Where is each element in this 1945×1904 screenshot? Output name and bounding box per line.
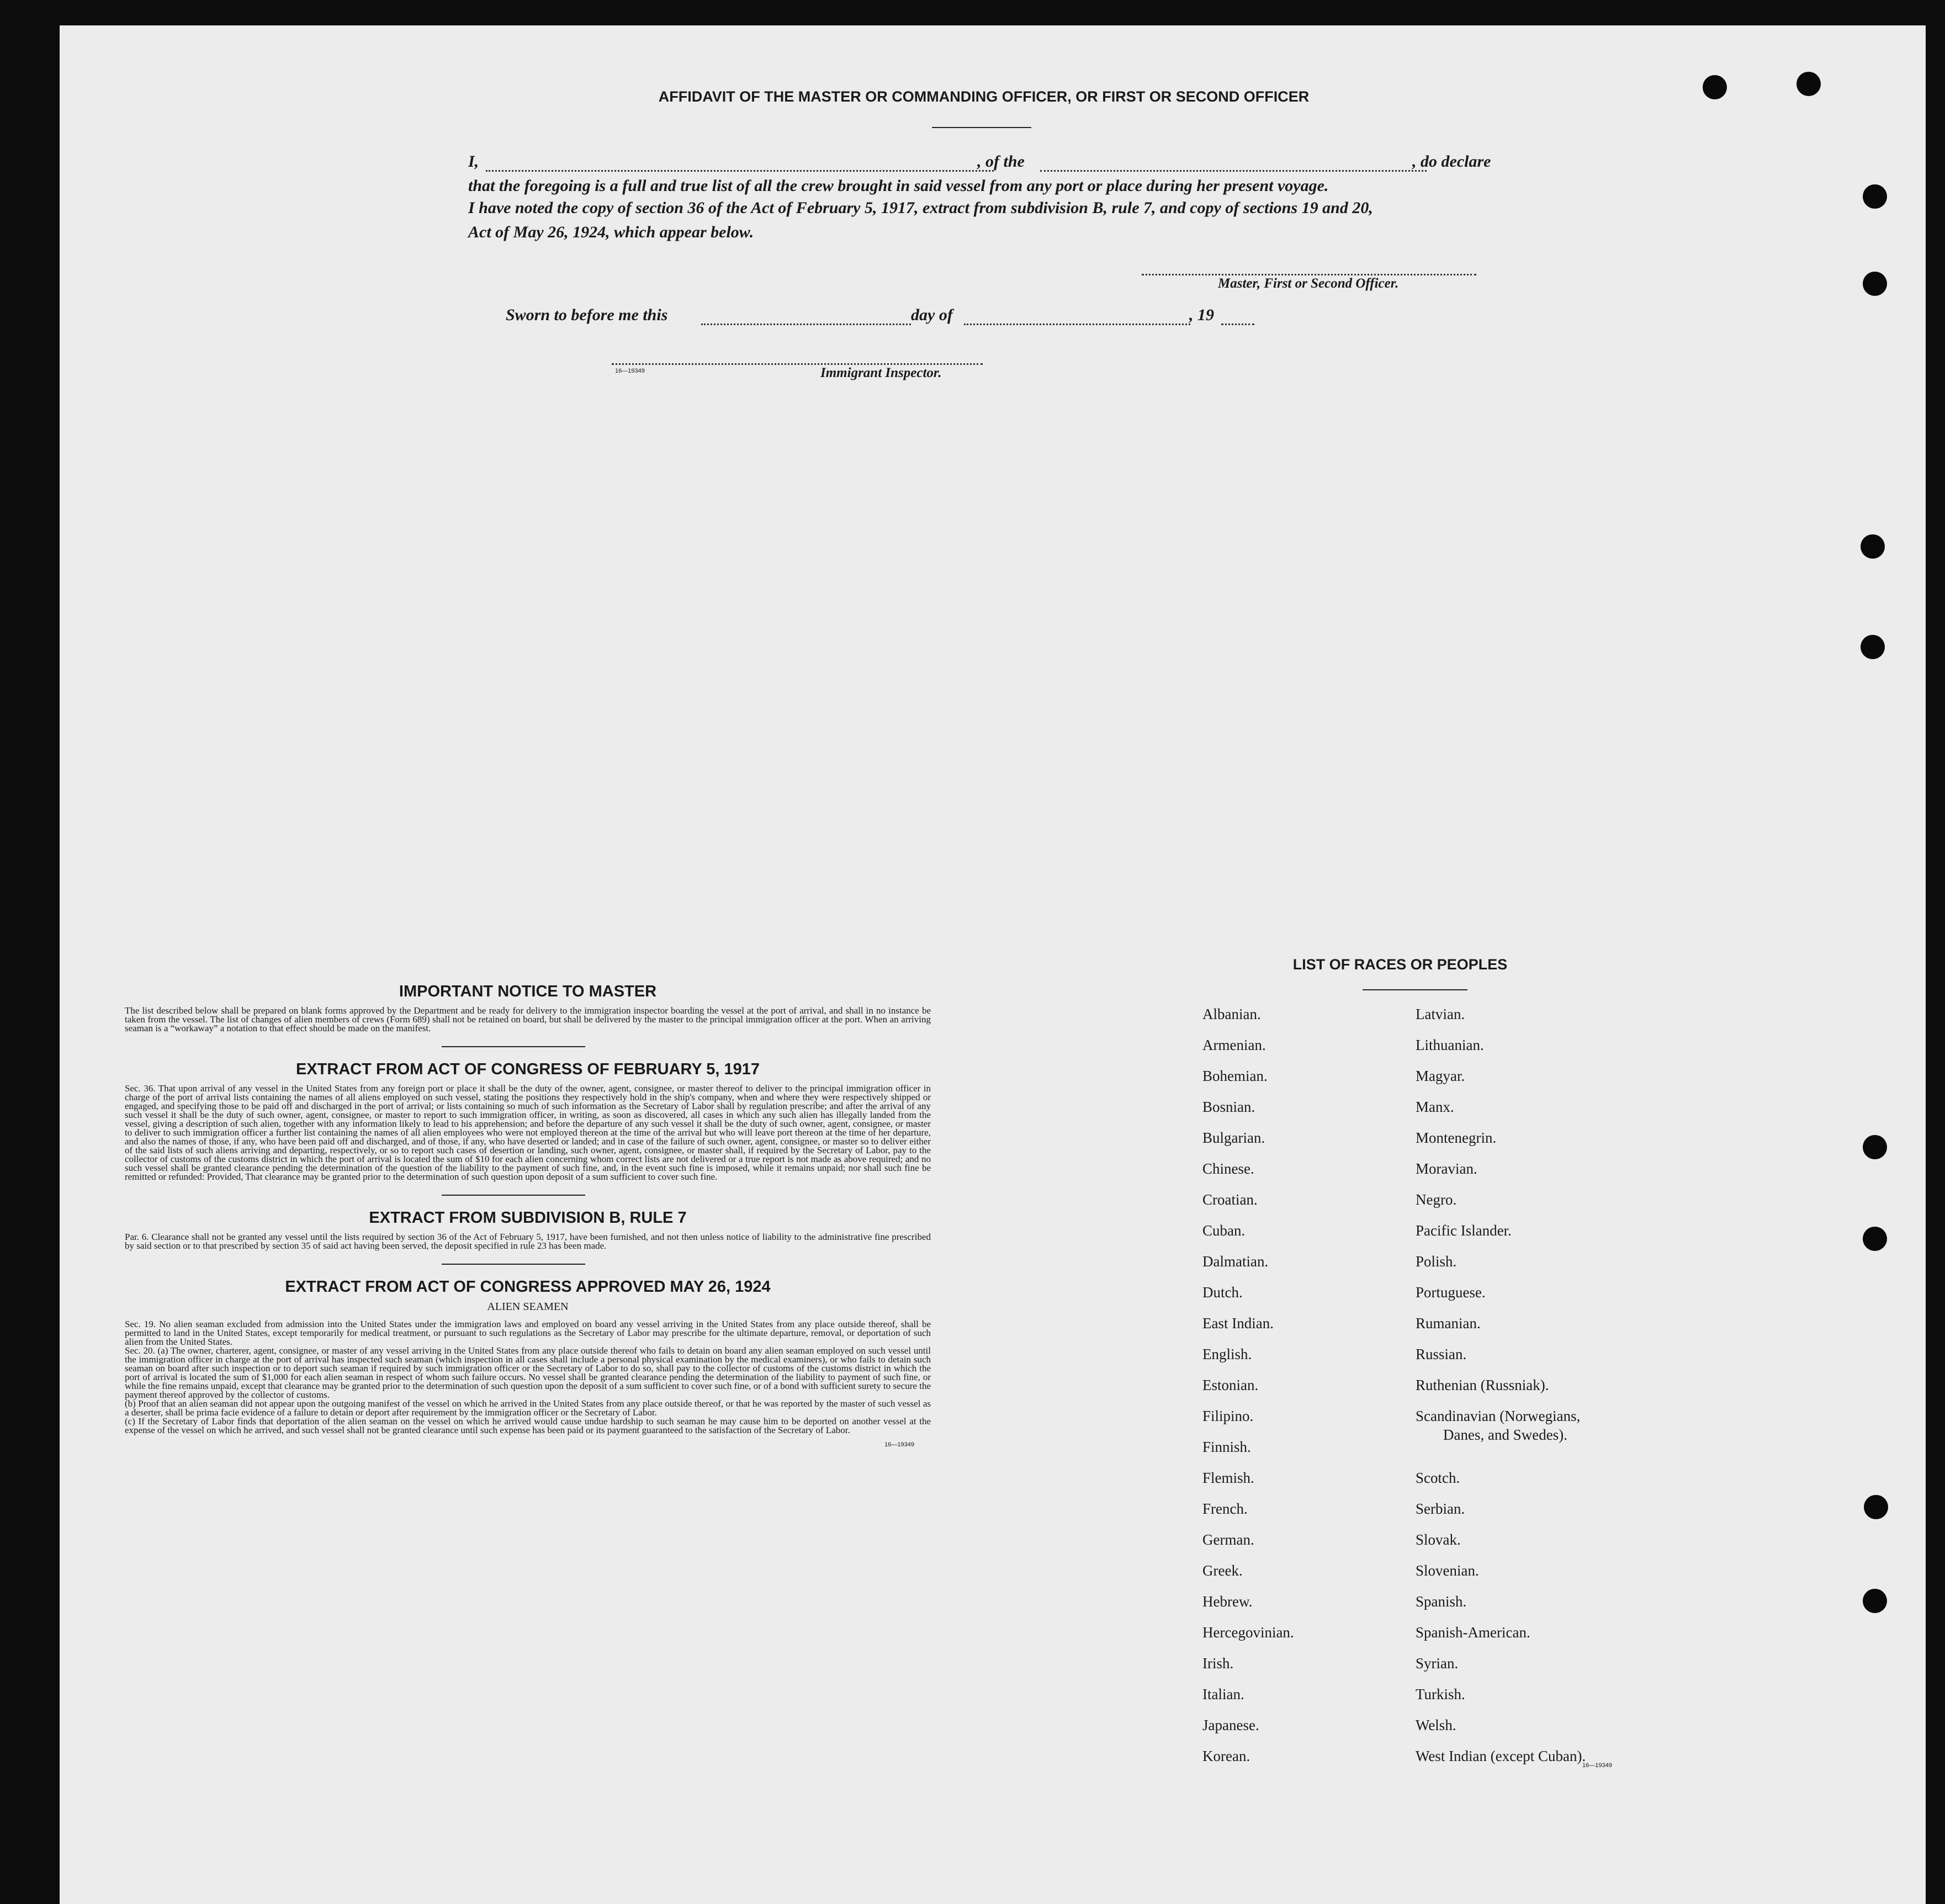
race-item: Irish. (1202, 1655, 1234, 1672)
race-item: Bulgarian. (1202, 1129, 1265, 1146)
race-item: Dalmatian. (1202, 1253, 1269, 1270)
sec-20b-text: (b) Proof that an alien seaman did not appear upon the outgoing manifest of the vessel on which he arrived in the United States from any place outside thereof, or that he was reported by the master of such vessel as a deserter, shall be prima facie evidence of a failure to detain or deport after requirement by the immigration officer or the Secretary of Labor. (125, 1398, 931, 1418)
form-number: 16—19349 (1582, 1762, 1612, 1769)
races-divider (1363, 989, 1467, 990)
race-item: English. (1202, 1346, 1252, 1362)
race-item: Portuguese. (1416, 1284, 1486, 1301)
race-item: Polish. (1416, 1253, 1457, 1270)
race-item: Syrian. (1416, 1655, 1459, 1672)
race-item: Hebrew. (1202, 1593, 1253, 1610)
race-item: Danes, and Swedes). (1443, 1426, 1567, 1443)
form-number: 16—19349 (615, 368, 645, 374)
race-item: Estonian. (1202, 1377, 1259, 1393)
extract-1924-subtitle: ALIEN SEAMEN (487, 1301, 569, 1313)
punch-hole (1863, 272, 1887, 296)
race-item: Magyar. (1416, 1068, 1465, 1084)
form-number: 16—19349 (884, 1441, 914, 1448)
race-item: Montenegrin. (1416, 1129, 1497, 1146)
punch-hole (1864, 1495, 1888, 1519)
race-item: Armenian. (1202, 1037, 1266, 1053)
punch-hole (1861, 635, 1885, 659)
race-item: Croatian. (1202, 1191, 1258, 1208)
declarant-name-field[interactable] (486, 170, 994, 172)
race-item: Bosnian. (1202, 1099, 1255, 1115)
punch-hole (1863, 1135, 1887, 1159)
races-column-2 (1416, 1006, 1586, 1779)
race-item: Albanian. (1202, 1006, 1261, 1022)
extract-rule7-body: Par. 6. Clearance shall not be granted any vessel until the lists required by section 36 of the Act of February 5, 1917, have been furnished, and not then unless notice of liability to the administrative fine prescribed by said section or to that prescribed by section 35 of said act having been served, the deposit specified in rule 23 has been made. (125, 1232, 931, 1251)
inspector-caption: Immigrant Inspector. (820, 365, 942, 380)
race-item: Flemish. (1202, 1470, 1254, 1486)
races-column-1 (1202, 1006, 1294, 1779)
race-item: Turkish. (1416, 1686, 1465, 1703)
affidavit-line-2: that the foregoing is a full and true list of all the crew brought in said vessel from any port or place during her present voyage. (468, 177, 1329, 195)
sec-19-text: Sec. 19. No alien seaman excluded from admission into the United States under the immigration laws and employed on board any vessel arriving in the United States from any place outside thereof, shall be permitted to land in the United States, except temporarily for medical treatment, or pursuant to such regulations as the Secretary of Labor may prescribe for the ultimate departure, removal, or deportation of such alien from the United States. (125, 1319, 931, 1347)
race-item: West Indian (except Cuban). (1416, 1748, 1586, 1764)
race-item: Hercegovinian. (1202, 1624, 1294, 1641)
signature-caption: Master, First or Second Officer. (1218, 276, 1399, 291)
affidavit-line-1 (468, 152, 1498, 174)
race-item: Filipino. (1202, 1408, 1254, 1424)
race-item: Finnish. (1202, 1439, 1251, 1455)
extract-1924-body (125, 1320, 931, 1435)
race-item: Bohemian. (1202, 1068, 1268, 1084)
vessel-name-field[interactable] (1040, 170, 1427, 172)
affidavit-line-4: Act of May 26, 1924, which appear below. (468, 223, 754, 241)
section-divider (442, 1195, 585, 1196)
race-item: Lithuanian. (1416, 1037, 1484, 1053)
extract-rule7-title: EXTRACT FROM SUBDIVISION B, RULE 7 (369, 1209, 687, 1227)
signature-line[interactable] (1142, 274, 1476, 275)
punch-hole (1863, 184, 1887, 209)
race-item: Russian. (1416, 1346, 1467, 1362)
section-divider (442, 1264, 585, 1265)
race-item: Dutch. (1202, 1284, 1243, 1301)
race-item: Manx. (1416, 1099, 1454, 1115)
extract-1917-body: Sec. 36. That upon arrival of any vessel in the United States from any foreign port or place it shall be the duty of the owner, agent, consignee, or master thereof to deliver to the principal immigration officer in charge of the port of arrival lists containing the names of all aliens employed on such vessel, stating the positions they respectively hold in the ship's company, when and where they were respectively shipped or engaged, and specifying those to be paid off and discharged in the port of arrival; or lists containing so much of such information as the Secretary of Labor shall by regulation prescribe; and after the arrival of any such vessel it shall be the duty of such owner, agent, consignee, or master to report to such immigration officer, in writing, as soon as discovered, all cases in which any such alien has illegally landed from the vessel, giving a description of such alien, together with any information likely to lead to his apprehension; and before the departure of any such vessel it shall be the duty of such owner, agent, consignee, or master to deliver to such immigration officer a further list containing the names of all alien employees who were not employed thereon at the time of the arrival but who will leave port thereon at the time of her departure, and also the names of those, if any, who have been paid off and discharged, and of those, if any, who have deserted or landed; and in case of the failure of such owner, agent, consignee, or master so to deliver either of the said lists of such aliens arriving and departing, respectively, or so to report such cases of desertion or landing, such owner, agent, consignee, or master shall, if required by the Secretary of Labor, pay to the collector of customs of the customs district in which the port of arrival is located the sum of $10 for each alien concerning whom correct lists are not delivered or a true report is not made as above required; and no such vessel shall be granted clearance pending the determination of the question of the liability to the payment of such fine, and, in the event such fine is imposed, while it remains unpaid; nor shall such fine be remitted or refunded: Provided, That clearance may be granted prior to the determination of such question upon deposit of a sum sufficient to cover such fine. (125, 1083, 931, 1182)
of-the-label: , of the (977, 152, 1025, 171)
day-of-label: day of (911, 306, 953, 324)
race-item: Slovak. (1416, 1531, 1461, 1548)
extract-1924-title: EXTRACT FROM ACT OF CONGRESS APPROVED MAY 26, 1924 (285, 1278, 771, 1296)
inspector-signature-line[interactable] (612, 363, 983, 365)
affidavit-title: AFFIDAVIT OF THE MASTER OR COMMANDING OFFICER, OR FIRST OR SECOND OFFICER (658, 88, 1310, 105)
punch-hole (1861, 534, 1885, 559)
race-item: Scandinavian (Norwegians, (1416, 1408, 1581, 1424)
race-item: Ruthenian (Russniak). (1416, 1377, 1549, 1393)
extract-1917-title: EXTRACT FROM ACT OF CONGRESS OF FEBRUARY 5, 1917 (295, 1060, 760, 1078)
race-item: German. (1202, 1531, 1254, 1548)
race-item: Spanish. (1416, 1593, 1467, 1610)
sworn-month-field[interactable] (964, 323, 1190, 325)
race-item: Chinese. (1202, 1160, 1254, 1177)
punch-hole (1796, 72, 1821, 96)
title-divider (932, 127, 1031, 128)
race-item: Latvian. (1416, 1006, 1465, 1022)
sec-20c-text: (c) If the Secretary of Labor finds that deportation of the alien seaman on the vessel on which he arrived would cause undue hardship to such seaman he may cause him to be deported on another vessel at the expense of the vessel on which he arrived, and such vessel shall not be granted clearance until such expense has been paid or its payment guaranteed to the satisfaction of the Secretary of Labor. (125, 1416, 931, 1435)
sworn-date-field[interactable] (701, 323, 911, 325)
race-item: French. (1202, 1500, 1248, 1517)
race-item: Welsh. (1416, 1717, 1456, 1733)
sworn-label: Sworn to before me this (506, 306, 668, 324)
race-item: East Indian. (1202, 1315, 1274, 1332)
race-item: Scotch. (1416, 1470, 1460, 1486)
section-divider (442, 1046, 585, 1047)
do-declare-label: , do declare (1412, 152, 1491, 171)
sworn-line (506, 306, 1257, 328)
race-item: Italian. (1202, 1686, 1244, 1703)
punch-hole (1863, 1227, 1887, 1251)
punch-hole (1863, 1589, 1887, 1613)
sec-20a-text: Sec. 20. (a) The owner, charterer, agent, consignee, or master of any vessel arriving in the United States from any place outside thereof who fails to detain on board any alien seaman employed on such vessel until the immigration officer in charge at the port of arrival has inspected such seaman (which inspection in all cases shall include a personal physical examination by the medical examiners), or who fails to detain such seaman on board after such inspection or to deport such seaman if required by such immigration officer or the Secretary of Labor to do so, shall pay to the collector of customs of the customs district in which the port of arrival is located the sum of $1,000 for each alien seaman in respect of whom such failure occurs. No vessel shall be granted clearance pending the determination of the liability to payment of such fine, or while the fine remains unpaid, except that clearance may be granted prior to the determination of such question upon the deposit of a sum sufficient to cover such fine, or of a bond with sufficient surety to secure the payment thereof approved by the collector of customs. (125, 1345, 931, 1400)
race-item: Japanese. (1202, 1717, 1259, 1733)
race-item: Spanish-American. (1416, 1624, 1530, 1641)
year-prefix-label: , 19 (1189, 306, 1214, 324)
race-item: Serbian. (1416, 1500, 1465, 1517)
declarant-prefix: I, (468, 152, 479, 171)
race-item: Slovenian. (1416, 1562, 1479, 1579)
race-item: Rumanian. (1416, 1315, 1481, 1332)
race-item: Greek. (1202, 1562, 1243, 1579)
race-item: Negro. (1416, 1191, 1457, 1208)
affidavit-line-3: I have noted the copy of section 36 of the Act of February 5, 1917, extract from subdivision B, rule 7, and copy of sections 19 and 20, (468, 199, 1373, 217)
race-item: Cuban. (1202, 1222, 1246, 1239)
punch-hole (1703, 75, 1727, 99)
race-item: Moravian. (1416, 1160, 1477, 1177)
notice-title: IMPORTANT NOTICE TO MASTER (399, 983, 657, 1000)
sworn-year-field[interactable] (1221, 323, 1254, 325)
notice-body: The list described below shall be prepared on blank forms approved by the Department and be ready for delivery to the immigration inspector boarding the vessel at the port of arrival, and shall in no instance be taken from the vessel. The list of changes of alien members of crews (Form 689) shall not be retained on board, but shall be delivered by the master to the principal immigration officer at the port. When an arriving seaman is a “workaway” a notation to that effect should be made on the manifest. (125, 1005, 931, 1033)
race-item: Pacific Islander. (1416, 1222, 1512, 1239)
race-item: Korean. (1202, 1748, 1250, 1764)
races-title: LIST OF RACES OR PEOPLES (1292, 956, 1508, 973)
legal-notices (125, 983, 931, 1448)
